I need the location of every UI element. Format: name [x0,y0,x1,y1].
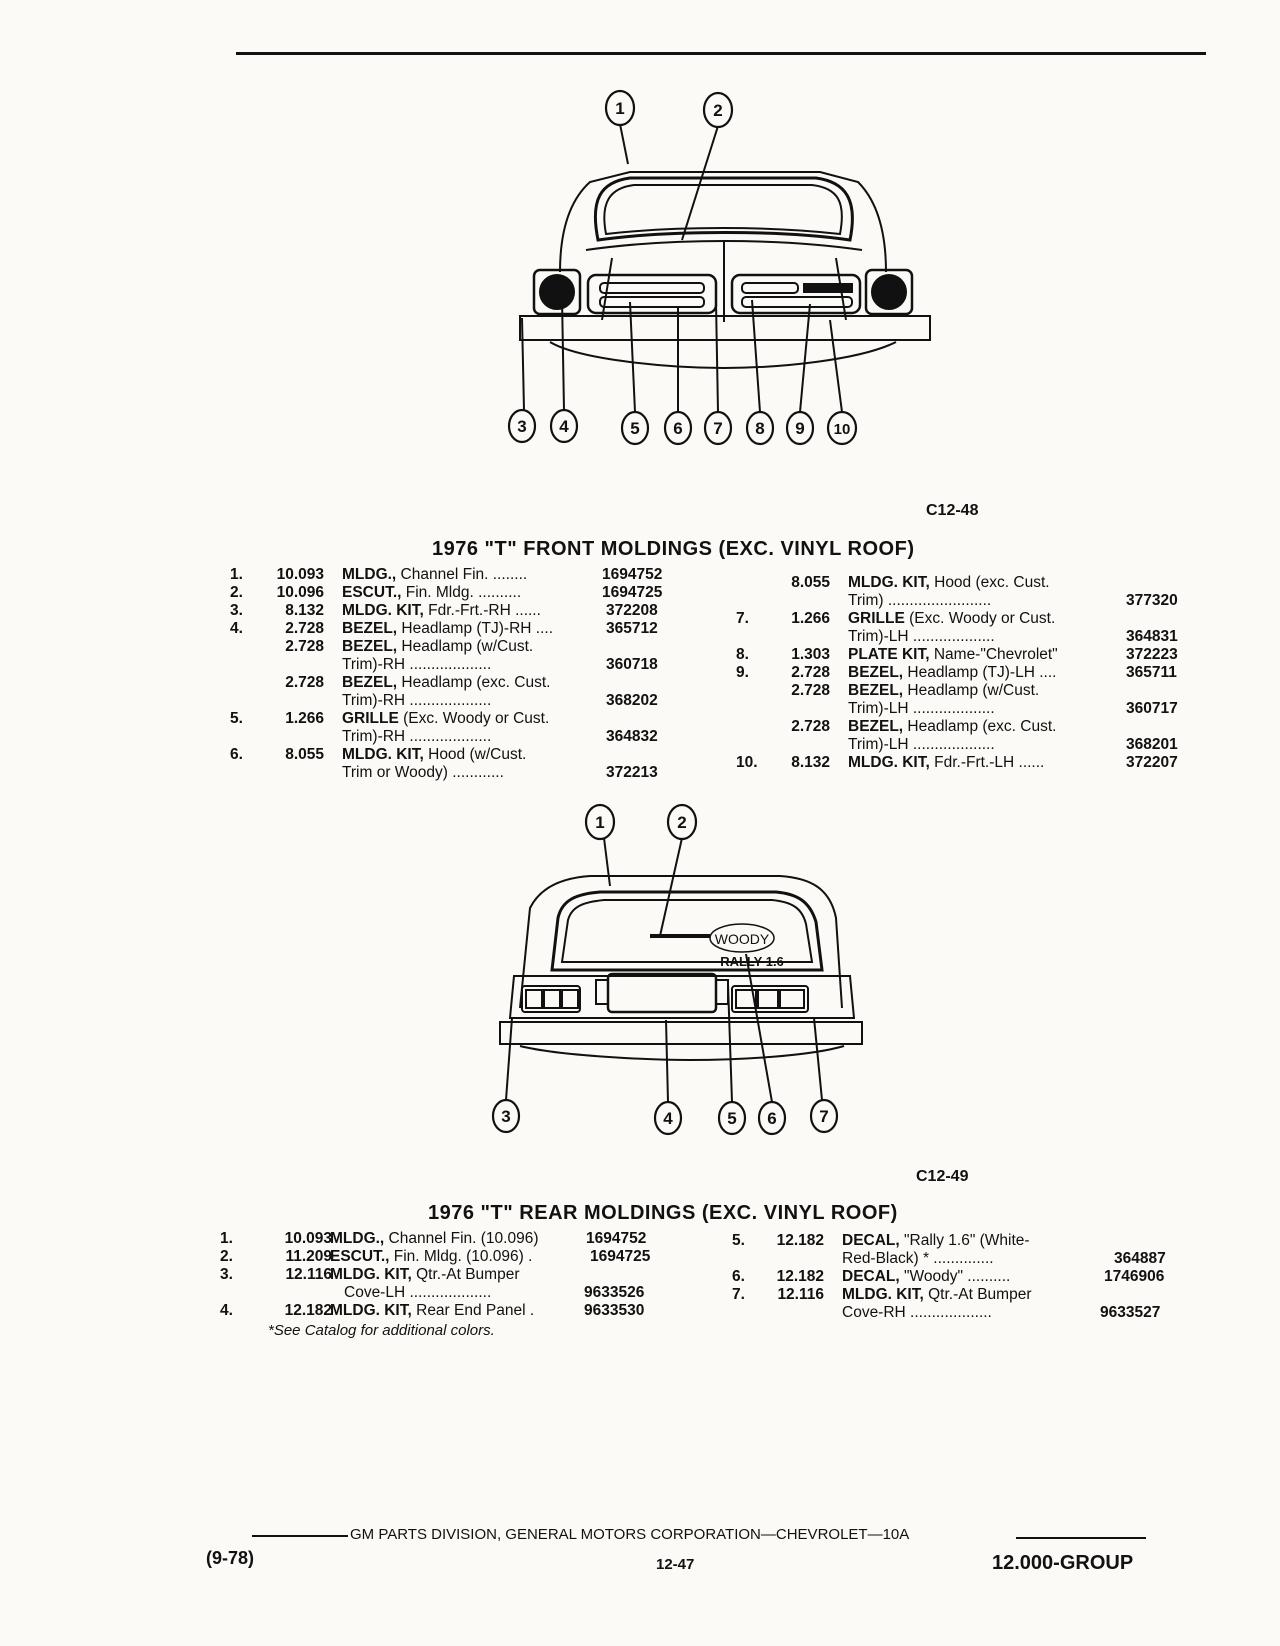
front-parts-right [736,574,1206,772]
top-rule [236,52,1206,55]
list-item: 9. 2.728 BEZEL, Headlamp (TJ)-LH .... 365711 [736,664,1177,681]
rear-car-illustration [500,808,900,1178]
list-item: Cove-RH ................... 9633527 [842,1304,1161,1321]
list-item: 4. 2.728 BEZEL, Headlamp (TJ)-RH .... 365712 [230,620,658,637]
front-callout-3: 3 [517,417,527,436]
woody-badge: WOODY [714,931,770,947]
footer-group: 12.000-GROUP [992,1552,1134,1574]
list-item: 8.055 MLDG. KIT, Hood (exc. Cust. [791,574,1050,591]
rear-callout-5: 5 [727,1109,737,1128]
front-callout-5: 5 [630,419,640,438]
list-item: 1. 10.093 MLDG., Channel Fin. ........ 1694752 [230,566,663,583]
rear-parts-left [220,1230,680,1320]
list-item: Cove-LH ................... 9633526 [344,1284,645,1301]
list-item: 3. 8.132 MLDG. KIT, Fdr.-Frt.-RH ...... 372208 [230,602,658,619]
list-item: Trim) ........................ 377320 [848,592,1178,609]
front-callout-10: 10 [833,421,851,438]
front-callout-4: 4 [559,417,569,436]
list-item: 7. 12.116 MLDG. KIT, Qtr.-At Bumper [732,1286,1032,1303]
footer-division: GM PARTS DIVISION, GENERAL MOTORS CORPORATION—CHEVROLET—10A [350,1526,910,1543]
list-item: Trim)-RH ................... 368202 [342,692,658,709]
footer-rule-left [252,1535,348,1537]
list-item: 6. 12.182 DECAL, "Woody" .......... 1746906 [732,1268,1165,1285]
list-item: 10. 8.132 MLDG. KIT, Fdr.-Frt.-LH ...... 372207 [736,754,1178,771]
rear-parts-right [732,1232,1212,1322]
rear-callout-1: 1 [595,813,605,832]
list-item: 2.728 BEZEL, Headlamp (w/Cust. [285,638,534,655]
front-car-illustration [517,90,920,470]
rear-figure-code: C12-49 [916,1168,969,1185]
list-item: Red-Black) * .............. 364887 [842,1250,1166,1267]
list-item: Trim)-LH ................... 360717 [848,700,1178,717]
list-item: Trim)-LH ................... 368201 [848,736,1178,753]
front-parts-left [230,566,680,782]
list-item: Trim)-LH ................... 364831 [848,628,1178,645]
rear-callout-3: 3 [501,1107,511,1126]
list-item: Trim or Woody) ............ 372213 [342,764,658,781]
front-callout-2: 2 [713,101,723,120]
list-item: 2. 11.209 ESCUT., Fin. Mldg. (10.096) . 1694725 [220,1248,651,1265]
front-callout-9: 9 [795,419,805,438]
front-callout-8: 8 [755,419,765,438]
list-item: 3. 12.116 MLDG. KIT, Qtr.-At Bumper [220,1266,520,1283]
list-item: 6. 8.055 MLDG. KIT, Hood (w/Cust. [230,746,527,763]
list-item: 7. 1.266 GRILLE (Exc. Woody or Cust. [736,610,1056,627]
list-item: 4. 12.182 MLDG. KIT, Rear End Panel . 9633530 [220,1302,645,1319]
rear-callout-2: 2 [677,813,687,832]
front-callout-7: 7 [713,419,723,438]
list-item: Trim)-RH ................... 364832 [342,728,658,745]
rear-callout-7: 7 [819,1107,829,1126]
footer-date: (9-78) [206,1548,255,1568]
list-item: 1. 10.093 MLDG., Channel Fin. (10.096) 1694752 [220,1230,647,1247]
catalog-note: *See Catalog for additional colors. [268,1322,495,1339]
page-number: 12-47 [656,1556,695,1573]
front-section-title: 1976 "T" FRONT MOLDINGS (EXC. VINYL ROOF) [432,538,915,560]
front-callout-1: 1 [615,99,625,118]
rear-callout-4: 4 [663,1109,673,1128]
front-callout-6: 6 [673,419,683,438]
list-item: 2.728 BEZEL, Headlamp (exc. Cust. [791,718,1057,735]
rally-badge: RALLY 1.6 [720,954,784,969]
footer-rule-right [1016,1537,1146,1539]
list-item: 2.728 BEZEL, Headlamp (exc. Cust. [285,674,551,691]
front-figure-code: C12-48 [926,502,979,519]
rear-section-title: 1976 "T" REAR MOLDINGS (EXC. VINYL ROOF) [428,1202,898,1224]
rear-callout-6: 6 [767,1109,777,1128]
list-item: 8. 1.303 PLATE KIT, Name-"Chevrolet" 372223 [736,646,1178,663]
list-item: 5. 1.266 GRILLE (Exc. Woody or Cust. [230,710,550,727]
list-item: 5. 12.182 DECAL, "Rally 1.6" (White- [732,1232,1030,1249]
list-item: 2.728 BEZEL, Headlamp (w/Cust. [791,682,1040,699]
list-item: 2. 10.096 ESCUT., Fin. Mldg. .......... 1694725 [230,584,663,601]
list-item: Trim)-RH ................... 360718 [342,656,658,673]
